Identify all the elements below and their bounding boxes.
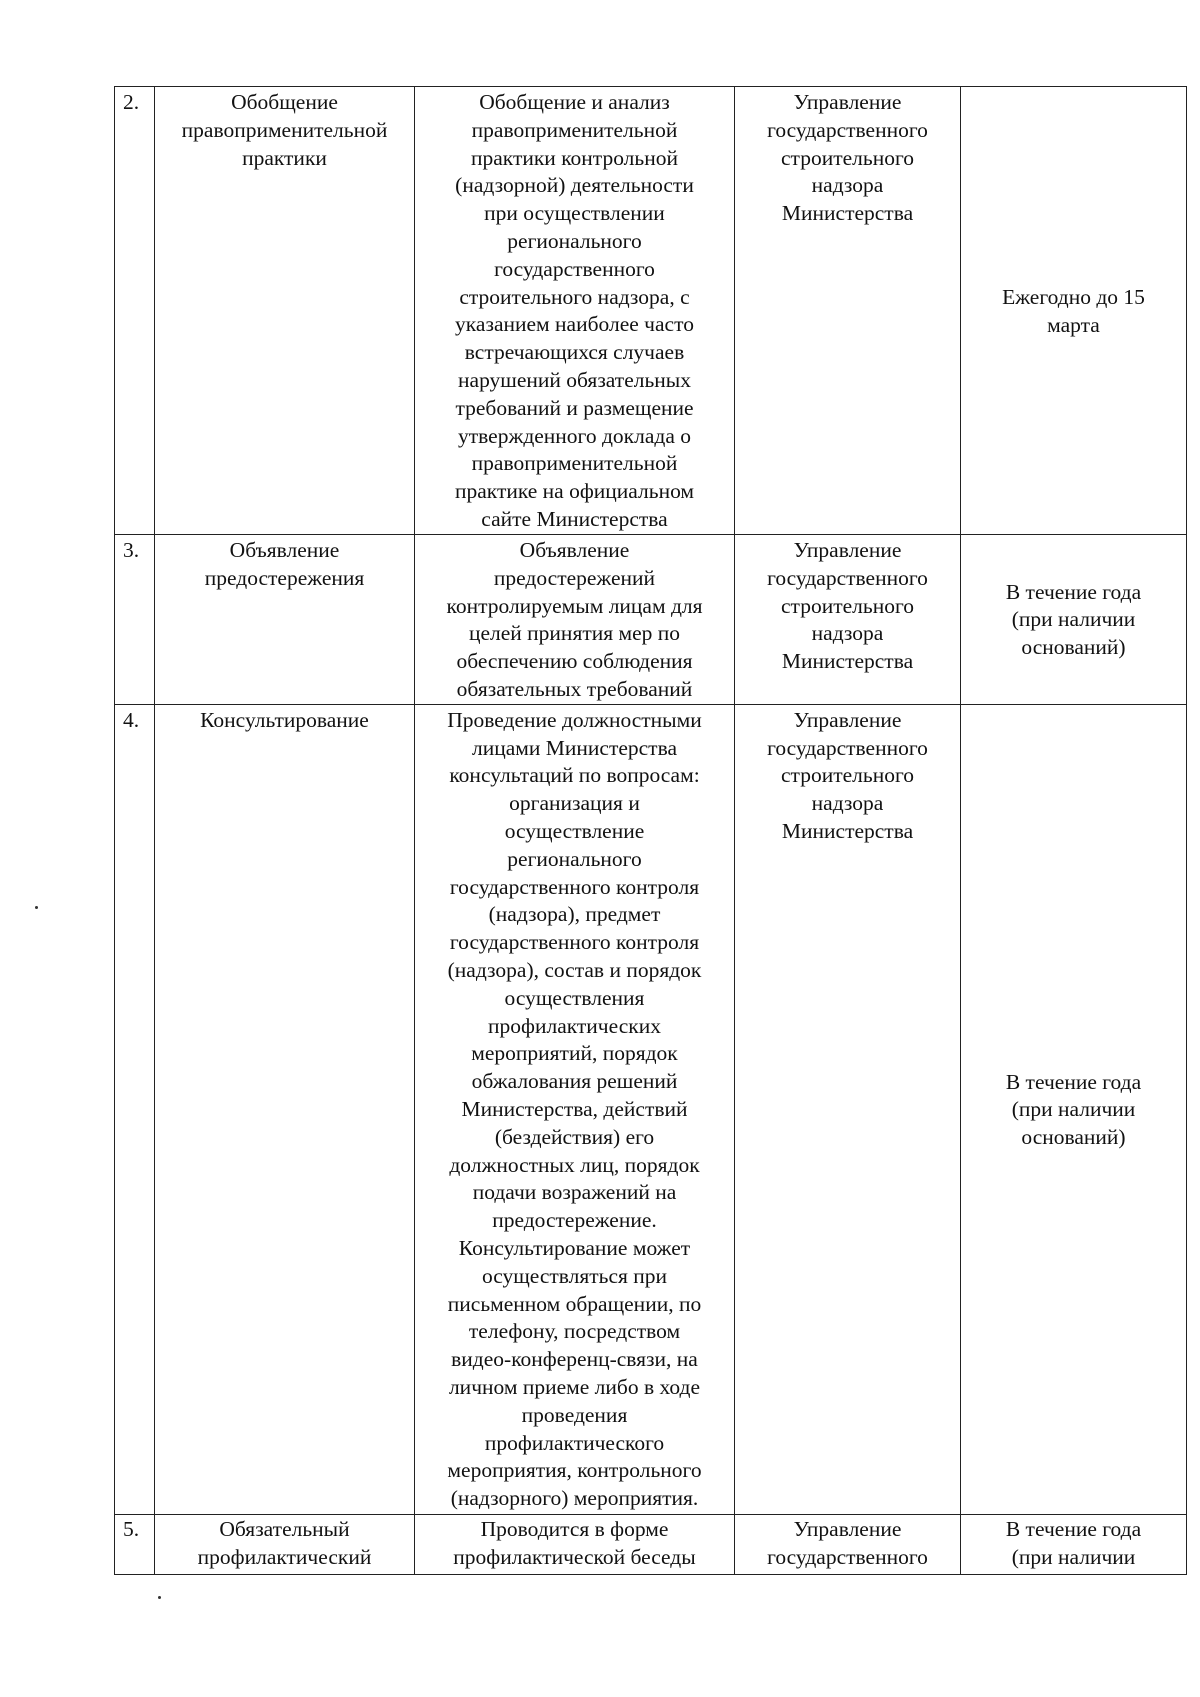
measure-term: В течение года (при наличии оснований): [961, 704, 1187, 1514]
measure-term: В течение года (при наличии оснований): [961, 535, 1187, 705]
measure-description: Объявление предостережений контролируемым лицам для целей принятия мер по обеспечению соблюдения обязательных требований: [415, 535, 735, 705]
row-number: 5.: [115, 1514, 155, 1574]
table-row: [115, 535, 1187, 705]
scan-speck: [158, 1596, 161, 1599]
measure-name: Обобщение правоприменительной практики: [155, 87, 415, 535]
measure-term: Ежегодно до 15 марта: [961, 87, 1187, 535]
measure-name: Обязательный профилактический: [155, 1514, 415, 1574]
row-number: 4.: [115, 704, 155, 1514]
measure-description: Проведение должностными лицами Министерства консультаций по вопросам: организация и осуществление регионального государственного контроля (надзора), предмет государственного контроля (надзора), состав и порядок осуществления профилактических мероприятий, порядок обжалования решений Министерства, действий (бездействия) его должностных лиц, порядок подачи возражений на предостережение. Консультирование может осуществляться при письменном обращении, по телефону, посредством видео-конференц-связи, на личном приеме либо в ходе проведения профилактического мероприятия, контрольного (надзорного) мероприятия.: [415, 704, 735, 1514]
row-number: 2.: [115, 87, 155, 535]
responsible-unit: Управление государственного строительного надзора Министерства: [735, 87, 961, 535]
responsible-unit: Управление государственного строительного надзора Министерства: [735, 704, 961, 1514]
prevention-measures-table: [114, 86, 1187, 1575]
row-number: 3.: [115, 535, 155, 705]
measure-description: Проводится в форме профилактической беседы: [415, 1514, 735, 1574]
table-row: [115, 704, 1187, 1514]
measure-description: Обобщение и анализ правоприменительной практики контрольной (надзорной) деятельности при осуществлении регионального государственного строительного надзора, с указанием наиболее часто встречающихся случаев нарушений обязательных требований и размещение утвержденного доклада о правоприменительной практике на официальном сайте Министерства: [415, 87, 735, 535]
table-row: [115, 87, 1187, 535]
scan-speck: [35, 906, 38, 909]
table-row: [115, 1514, 1187, 1574]
responsible-unit: Управление государственного: [735, 1514, 961, 1574]
measure-name: Объявление предостережения: [155, 535, 415, 705]
responsible-unit: Управление государственного строительного надзора Министерства: [735, 535, 961, 705]
measure-name: Консультирование: [155, 704, 415, 1514]
measure-term: В течение года (при наличии: [961, 1514, 1187, 1574]
